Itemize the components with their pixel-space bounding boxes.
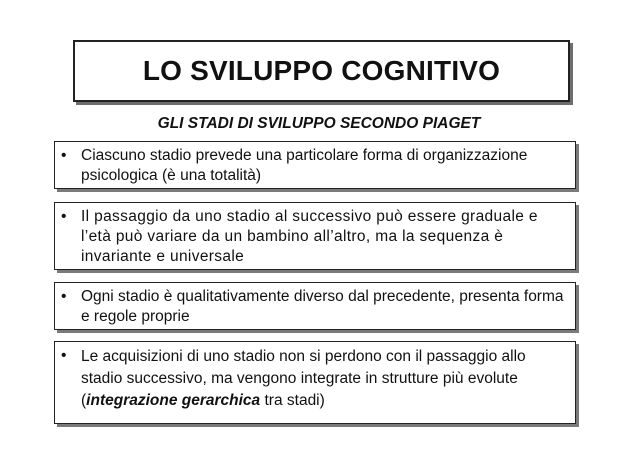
point-text-1: Ciascuno stadio prevede una particolare forma di organizzazione psicologica (è una totalità) [81,147,528,184]
bullet-icon: • [61,147,67,164]
point-box-4 [54,341,576,424]
point-text-4-emphasis: integrazione gerarchica [86,392,261,409]
point-text-4 [81,346,565,412]
page-subtitle: GLI STADI DI SVILUPPO SECONDO PIAGET [157,115,481,132]
bullet-icon: • [61,347,67,364]
point-text-4-after: tra stadi) [260,392,325,409]
point-text-2: Il passaggio da uno stadio al successivo può essere graduale e l’età può variare da un bambino all’altro, ma la sequenza è invariante e universale [81,208,538,265]
point-box-1 [54,141,576,189]
point-box-3 [54,282,576,330]
point-text-3: Ogni stadio è qualitativamente diverso dal precedente, presenta forma e regole proprie [81,288,564,325]
bullet-icon: • [61,208,67,225]
bullet-icon: • [61,288,67,305]
title-box [73,40,570,102]
point-text-4-before: Le acquisizioni di uno stadio non si perdono con il passaggio allo stadio successivo, ma vengono integrate in strutture più evolute ( [81,348,526,409]
point-box-2 [54,202,576,270]
page-title: LO SVILUPPO COGNITIVO [142,55,501,86]
